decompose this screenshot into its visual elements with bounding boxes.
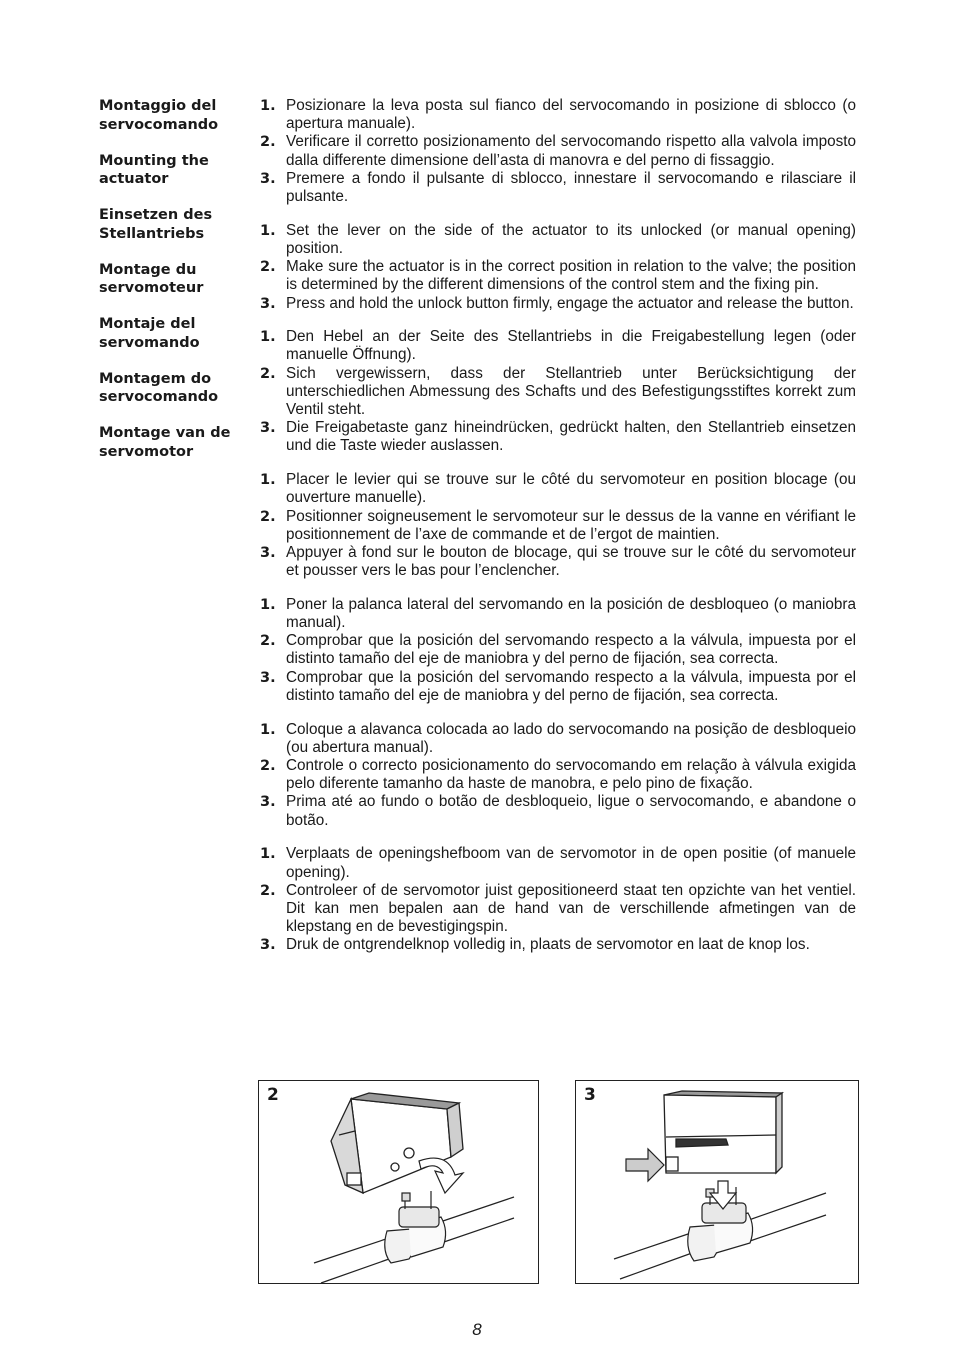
step-text: Controle o correcto posicionamento do servocomando em relação à válvula exigida pelo diferente tamanho da haste de manobra, e pelo pino de fixação. (286, 757, 856, 793)
step-item (260, 328, 856, 364)
instructions-french (260, 471, 856, 580)
step-item (260, 793, 856, 829)
step-text: Verificare il corretto posizionamento del servocomando rispetto alla valvola imposto dalla differente dimensione dell’asta di manovra e del perno di fissaggio. (286, 133, 856, 169)
step-number: 2. (260, 508, 276, 525)
step-item (260, 845, 856, 881)
step-text: Posizionare la leva posta sul fianco del servocomando in posizione di sblocco (o apertura manuale). (286, 97, 856, 133)
step-text: Poner la palanca lateral del servomando en la posición de desbloqueo (o maniobra manual). (286, 595, 856, 632)
step-text: Prima até ao fundo o botão de desbloqueio, ligue o servocomando, e abandone o botão. (286, 793, 856, 829)
step-number: 2. (260, 365, 276, 382)
heading-italian: Montaggio del servocomando (99, 98, 219, 133)
step-text: Comprobar que la posición del servomando respecto a la válvula, impuesta por el distinto tamaño del eje de maniobra y del perno de fijación, sea correcta. (286, 668, 856, 704)
step-item (260, 669, 856, 705)
step-item (260, 721, 856, 757)
step-number: 3. (260, 669, 276, 686)
step-item (260, 508, 856, 544)
step-number: 1. (260, 98, 276, 114)
step-item (260, 757, 856, 793)
step-number: 3. (260, 794, 276, 811)
step-item (260, 365, 856, 420)
step-number: 3. (260, 295, 276, 312)
step-text: Positionner soigneusement le servomoteur sur le dessus de la vanne en vérifiant le positionnement de l’axe de commande et de l’ergot de maintien. (286, 507, 856, 543)
step-number: 3. (260, 170, 276, 187)
figure-3-press-button-engage (575, 1080, 859, 1284)
step-item (260, 133, 856, 169)
step-item (260, 596, 856, 632)
step-item (260, 97, 856, 133)
instructions-english (260, 222, 856, 313)
step-item (260, 544, 856, 580)
step-item (260, 936, 856, 954)
step-text: Premere a fondo il pulsante di sblocco, innestare il servocomando e rilasciare il pulsante. (286, 169, 856, 206)
step-text: Den Hebel an der Seite des Stellantriebs in die Freigabestellung legen (oder manuelle Öffnung). (286, 328, 856, 364)
step-item (260, 882, 856, 937)
step-text: Make sure the actuator is in the correct position in relation to the valve; the position is determined by the different dimensions of the control stem and the fixing pin. (286, 258, 856, 294)
step-item (260, 170, 856, 206)
step-text: Controleer of de servomotor juist gepositioneerd staat ten opzichte van het ventiel. Dit kan men bepalen aan de hand van de verschillende afmetingen van de klepstang en de bevestigingspin. (286, 881, 856, 936)
heading-english: Mounting the actuator (99, 152, 209, 187)
heading-spanish: Montaje del servomando (99, 316, 200, 351)
step-text: Verplaats de openingshefboom van de servomotor in de open positie (of manuele opening). (286, 845, 856, 881)
step-text: Appuyer à fond sur le bouton de blocage, qui se trouve sur le côté du servomoteur et pousser vers le bas pour l’enclencher. (286, 543, 856, 580)
instructions-german (260, 328, 856, 455)
step-number: 1. (260, 222, 276, 239)
step-text: Press and hold the unlock button firmly, engage the actuator and release the button. (286, 294, 854, 312)
heading-german: Einsetzen des Stellantriebs (99, 207, 213, 242)
instructions (260, 97, 856, 970)
actuator-engage-illustration (576, 1081, 860, 1285)
step-number: 2. (260, 758, 276, 774)
step-text: Coloque a alavanca colocada ao lado do servocomando na posição de desbloqueio (ou abertura manual). (286, 720, 856, 756)
instructions-dutch (260, 845, 856, 954)
heading-french: Montage du servomoteur (99, 261, 204, 296)
step-text: Die Freigabetaste ganz hineindrücken, gedrückt halten, den Stellantrieb einsetzen und die Taste wieder auslassen. (286, 419, 856, 455)
step-text: Placer le levier qui se trouve sur le côté du servomoteur en position blocage (ou ouverture manuelle). (286, 471, 856, 507)
step-item (260, 419, 856, 455)
step-text: Sich vergewissern, dass der Stellantrieb unter Berücksichtigung der unterschiedlichen Abmessung des Schafts und des Befestigungsstiftes korrekt zum Ventil steht. (286, 364, 856, 419)
step-number: 1. (260, 596, 276, 613)
step-number: 3. (260, 544, 276, 561)
step-number: 3. (260, 420, 276, 437)
step-text: Comprobar que la posición del servomando respecto a la válvula, impuesta por el distinto tamaño del eje de maniobra y del perno de fijación, sea correcta. (286, 632, 856, 668)
actuator-mounting-illustration (259, 1081, 540, 1285)
instructions-italian (260, 97, 856, 206)
step-number: 2. (260, 633, 276, 650)
step-number: 2. (260, 882, 276, 899)
step-number: 2. (260, 259, 276, 276)
step-text: Set the lever on the side of the actuator to its unlocked (or manual opening) position. (286, 221, 856, 257)
step-number: 1. (260, 846, 276, 863)
heading-portuguese: Montagem do servocomando (99, 370, 219, 405)
step-item (260, 632, 856, 668)
page-number: 8 (472, 1320, 482, 1339)
instructions-portuguese (260, 721, 856, 830)
step-number: 1. (260, 329, 276, 346)
figure-2-actuator-lowered-onto-valve (258, 1080, 539, 1284)
step-number: 1. (260, 472, 276, 489)
step-number: 1. (260, 721, 276, 738)
figure-number: 3 (584, 1085, 596, 1105)
figure-number: 2 (267, 1085, 279, 1105)
step-number: 2. (260, 134, 276, 151)
step-text: Druk de ontgrendelknop volledig in, plaats de servomotor en laat de knop los. (286, 936, 810, 954)
step-item (260, 295, 856, 313)
section-headings (99, 97, 249, 479)
instructions-spanish (260, 596, 856, 705)
step-item (260, 258, 856, 294)
step-item (260, 471, 856, 507)
heading-dutch: Montage van de servomotor (99, 425, 231, 460)
step-item (260, 222, 856, 258)
step-number: 3. (260, 937, 276, 954)
